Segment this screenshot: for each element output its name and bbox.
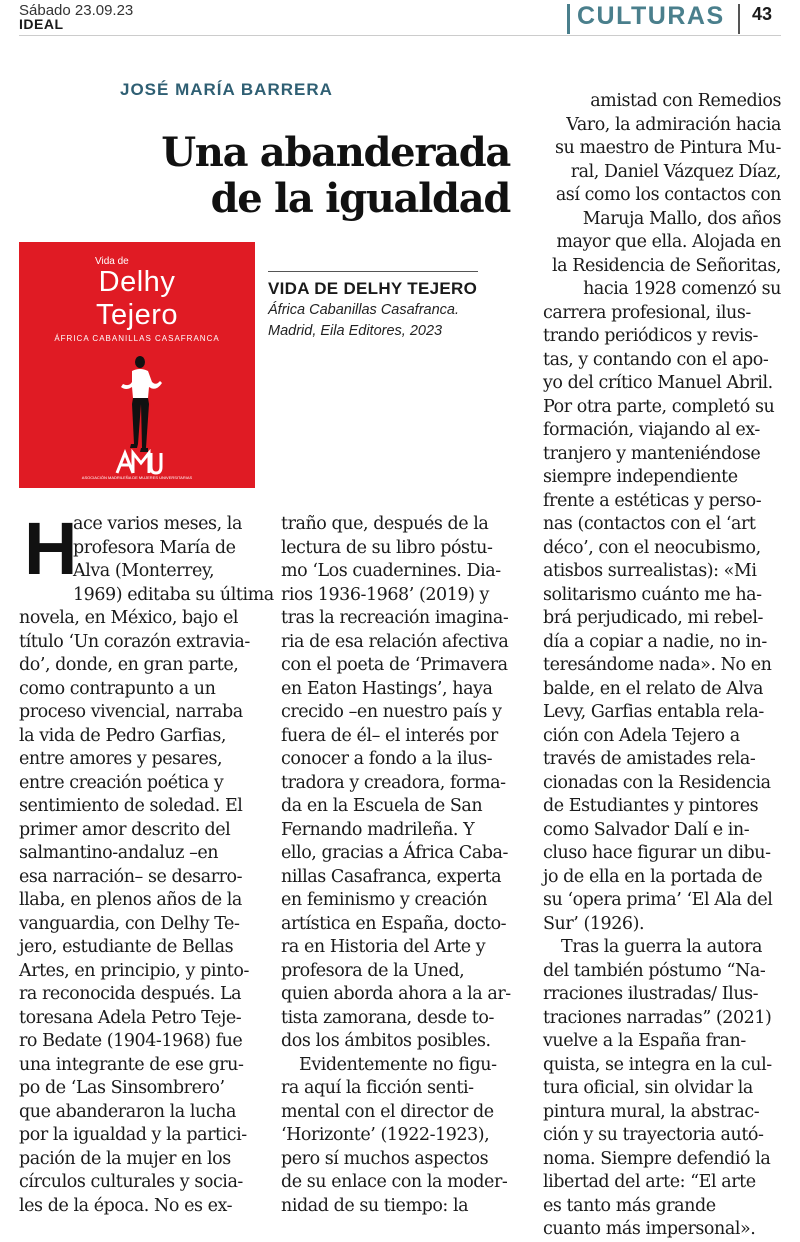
article-text-line: profesora de la Uned, xyxy=(281,960,465,981)
article-text-line: Maruja Mallo, dos años xyxy=(582,208,781,229)
article-text-line: quista, se integra en la cul- xyxy=(543,1054,772,1075)
article-text-line: Levy, Garfias entabla rela- xyxy=(543,702,764,722)
drop-cap: H xyxy=(24,507,78,590)
article-text-line: crecido –en nuestro país y xyxy=(281,702,502,722)
article-text-line: nas (contactos con el ‘art xyxy=(543,514,756,534)
article-text-line: ción con Adela Tejero a xyxy=(543,725,740,746)
article-text-line: ace varios meses, la xyxy=(73,514,242,534)
article-text-line: amistad con Remedios xyxy=(590,91,781,111)
article-text-line: su ‘opera prima’ ‘El Ala del xyxy=(543,890,773,910)
book-title: VIDA DE DELHY TEJERO xyxy=(268,279,478,298)
amu-logo-icon xyxy=(115,449,163,475)
article-text-line: cuanto más impersonal». xyxy=(543,1219,756,1239)
article-text-line: que abanderaron la lucha xyxy=(19,1101,236,1122)
cover-title xyxy=(19,266,255,332)
article-text-line: mental con el director de xyxy=(281,1101,494,1122)
article-text-line: pación de la mujer en los xyxy=(19,1148,231,1169)
article-text-line: po de ‘Las Sinsombrero’ xyxy=(19,1078,225,1098)
article-text-line: vanguardia, con Delhy Te- xyxy=(19,913,240,934)
article-text-line: toresana Adela Petro Teje- xyxy=(19,1007,242,1028)
article-text-line: artística en España, docto- xyxy=(281,913,507,934)
article-text-line: libertad del arte: “El arte xyxy=(543,1172,756,1192)
cover-author: ÁFRICA CABANILLAS CASAFRANCA xyxy=(54,334,220,343)
article-text-line: título ‘Un corazón extravia- xyxy=(19,631,250,652)
article-text-line: mo ‘Los cuadernines. Dia- xyxy=(281,561,501,581)
article-text-line: nillas Casafranca, experta xyxy=(281,866,502,887)
article-text-line: ria de esa relación afectiva xyxy=(281,631,509,652)
article-text-line: primer amor descrito del xyxy=(19,819,231,840)
article-text-line: por la igualdad y la partici- xyxy=(19,1125,247,1145)
article-text-line: fuera de él– el interés por xyxy=(281,725,498,746)
article-text-line: de su enlace con la moder- xyxy=(281,1172,508,1192)
header-rule xyxy=(19,35,781,36)
article-text-line: la Residencia de Señoritas, xyxy=(551,255,781,276)
article-text-line: tas, y contando con el apo- xyxy=(543,349,769,370)
article-text-line: proceso vivencial, narraba xyxy=(19,702,243,722)
article-text-line: nidad de su tiempo: la xyxy=(281,1195,469,1216)
article-text-line: así como los contactos con xyxy=(555,185,781,205)
article-text-line: círculos culturales y socia- xyxy=(19,1172,243,1192)
article-text-line: sentimiento de soledad. El xyxy=(19,796,243,816)
article-text-line: teresándome nada». No en xyxy=(543,655,772,675)
article-text-line: ello, gracias a África Caba- xyxy=(281,843,508,863)
article-text-line: Artes, en principio, y pinto- xyxy=(19,960,249,981)
article-text-line: tras la recreación imagina- xyxy=(281,608,509,628)
article-text-line: como contrapunto a un xyxy=(19,678,216,699)
newspaper-name: IDEAL xyxy=(19,16,64,32)
article-text-line: en Eaton Hastings’, haya xyxy=(281,678,493,699)
article-text-line: Por otra parte, completó su xyxy=(543,396,775,417)
article-text-line: hacia 1928 comenzó su xyxy=(583,279,781,299)
article-text-line: cionadas con la Residencia xyxy=(543,772,771,793)
article-text-line: del también póstumo “Na- xyxy=(543,960,766,981)
section-divider xyxy=(567,4,570,34)
article-text-line: da en la Escuela de San xyxy=(281,796,483,816)
woman-silhouette-icon xyxy=(119,354,165,454)
article-text-line: les de la época. No es ex- xyxy=(19,1195,233,1216)
article-text-line: Varo, la admiración hacia xyxy=(566,114,781,135)
headline-line: de la igualdad xyxy=(210,175,510,222)
section-name: CULTURAS xyxy=(577,2,725,30)
article-text-line: ra en Historia del Arte y xyxy=(281,937,486,957)
article-text-line: frente a estéticas y perso- xyxy=(543,490,762,511)
article-text-line: 1969) editaba su última xyxy=(73,584,274,605)
article-text-line: en feminismo y creación xyxy=(281,890,488,910)
article-text-line: vuelve a la España fran- xyxy=(543,1031,746,1051)
article-text-line: siempre independiente xyxy=(543,467,738,487)
article-text-line: pero sí muchos aspectos xyxy=(281,1148,489,1169)
article-text-line: profesora María de xyxy=(73,537,236,558)
article-text-line: Evidentemente no figu- xyxy=(299,1054,497,1075)
article-text-line: quien aborda ahora a la ar- xyxy=(281,984,511,1004)
article-text-line: llaba, en plenos años de la xyxy=(19,890,242,910)
article-text-line: es tanto más grande xyxy=(543,1195,716,1216)
book-info-rule xyxy=(268,271,478,272)
cover-title-line: Delhy xyxy=(98,266,176,298)
article-text-line: Tras la guerra la autora xyxy=(561,937,763,957)
article-text-line: trando periódicos y revis- xyxy=(543,326,758,346)
article-text-line: tradora y creadora, forma- xyxy=(281,772,506,793)
article-text-line: jo de ella en la portada de xyxy=(543,866,763,887)
page-number: 43 xyxy=(752,4,773,24)
article-text-line: formación, viajando al ex- xyxy=(543,420,760,440)
article-text-line: como Salvador Dalí e in- xyxy=(543,819,750,840)
book-cover-image xyxy=(19,242,255,488)
article-text-line: salmantino-andaluz –en xyxy=(19,843,219,863)
headline-line: Una abanderada xyxy=(161,129,510,176)
article-text-line: ‘Horizonte’ (1922-1923), xyxy=(281,1125,490,1145)
article-text-line: Alva (Monterrey, xyxy=(73,561,215,581)
article-text-line: déco’, con el neocubismo, xyxy=(543,537,761,558)
article-column-1 xyxy=(19,507,274,1218)
article-text-line: ral, Daniel Vázquez Díaz, xyxy=(570,161,781,182)
cover-title-line: Tejero xyxy=(96,299,178,331)
article-text-line: ra reconocida después. La xyxy=(19,984,242,1004)
article-text-line: esa narración– se desarro- xyxy=(19,866,243,887)
article-text-line: pintura mural, la abstrac- xyxy=(543,1101,760,1122)
article-text-line: rraciones ilustradas/ Ilus- xyxy=(543,984,759,1004)
article-text-line: ción y su trayectoria autó- xyxy=(543,1125,764,1145)
article-text-line: entre creación poética y xyxy=(19,772,224,793)
article-text-line: cluso hace figurar un dibu- xyxy=(543,843,771,863)
article-text-line: Sur’ (1926). xyxy=(543,913,645,934)
book-publisher: Madrid, Eila Editores, 2023 xyxy=(268,323,443,339)
article-text-line: tranjero y manteniéndose xyxy=(543,443,761,464)
article-text-line: con el poeta de ‘Primavera xyxy=(281,655,508,675)
article-column-3 xyxy=(543,90,781,1242)
issue-date: Sábado 23.09.23 xyxy=(19,2,134,19)
article-text-line: do’, donde, en gran parte, xyxy=(19,655,239,675)
cover-logo-text: ASOCIACIÓN MADRILEÑA DE MUJERES UNIVERSITARIAS xyxy=(81,475,193,480)
article-text-line: lectura de su libro póstu- xyxy=(281,537,493,558)
article-text-line: traciones narradas” (2021) xyxy=(543,1007,772,1028)
article-text-line: Fernando madrileña. Y xyxy=(281,819,475,840)
article-text-line: dos los ámbitos posibles. xyxy=(281,1031,491,1051)
book-author: África Cabanillas Casafranca. xyxy=(268,302,460,318)
article-text-line: conocer a fondo a la ilus- xyxy=(281,749,493,769)
article-text-line: través de amistades rela- xyxy=(543,749,756,769)
article-text-line: balde, en el relato de Alva xyxy=(543,678,764,699)
article-text-line: la vida de Pedro Garfias, xyxy=(19,725,226,746)
article-text-line: yo del crítico Manuel Abril. xyxy=(543,373,773,393)
article-text-line: una integrante de ese gru- xyxy=(19,1054,244,1075)
article-text-line: entre amores y pesares, xyxy=(19,749,223,769)
cover-vida-text: Vida de xyxy=(95,256,129,267)
article-text-line: noma. Siempre defendió la xyxy=(543,1148,771,1169)
article-text-line: carrera profesional, ilus- xyxy=(543,302,751,323)
article-text-line: ra aquí la ficción senti- xyxy=(281,1078,474,1098)
page-divider xyxy=(738,4,740,34)
article-text-line: ro Bedate (1904-1968) fue xyxy=(19,1031,243,1051)
article-text-line: jero, estudiante de Bellas xyxy=(19,937,234,957)
article-text-line: novela, en México, bajo el xyxy=(19,608,239,628)
article-text-line: rios 1936-1968’ (2019) y xyxy=(281,584,489,605)
article-text-line: tista zamorana, desde to- xyxy=(281,1007,494,1028)
article-text-line: tura oficial, sin olvidar la xyxy=(543,1078,753,1098)
article-text-line: mayor que ella. Alojada en xyxy=(556,232,781,252)
article-text-line: brá perjudicado, mi rebel- xyxy=(543,608,763,628)
article-text-line: atisbos surrealistas): «Mi xyxy=(543,561,757,581)
article-author: JOSÉ MARÍA BARRERA xyxy=(120,80,333,99)
article-column-2 xyxy=(281,513,517,1218)
article-text-line: solitarismo cuánto me ha- xyxy=(543,584,762,605)
article-text-line: día a copiar a nadie, no in- xyxy=(543,631,767,652)
article-text-line: su maestro de Pintura Mu- xyxy=(555,138,781,158)
article-text-line: de Estudiantes y pintores xyxy=(543,796,759,816)
article-headline xyxy=(150,130,510,222)
article-text-line: traño que, después de la xyxy=(281,514,489,534)
